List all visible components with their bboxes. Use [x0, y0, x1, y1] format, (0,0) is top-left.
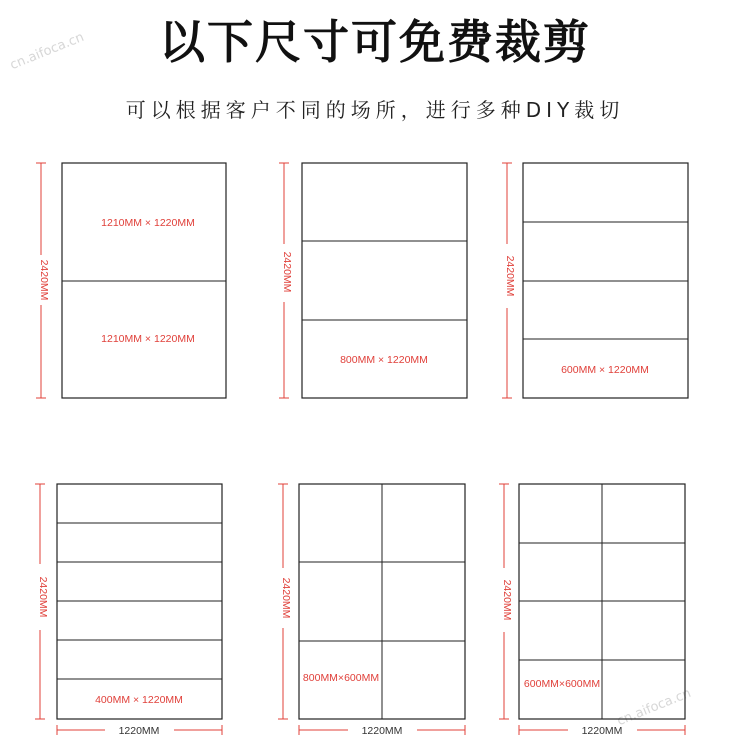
height-label: 2420MM [280, 577, 292, 619]
page-subtitle: 可以根据客户不同的场所，进行多种DIY裁切 [125, 98, 625, 122]
panel-5 [278, 484, 465, 737]
cut-size-label: 800MM × 1220MM [340, 354, 428, 366]
height-label: 2420MM [504, 255, 516, 297]
cut-size-label: 600MM × 1220MM [561, 364, 649, 376]
panel-1 [36, 163, 226, 398]
watermark-bottom-right: cn.aifoca.cn [615, 685, 694, 730]
panel-4 [35, 484, 222, 737]
cut-size-label: 1210MM × 1220MM [101, 217, 195, 229]
panel-3 [502, 163, 688, 398]
width-label: 1220MM [118, 725, 160, 737]
watermark-top-left: cn.aifoca.cn [8, 29, 87, 74]
height-label: 2420MM [281, 251, 293, 293]
width-label: 1220MM [581, 725, 623, 737]
height-label: 2420MM [501, 579, 513, 621]
height-label: 2420MM [38, 259, 50, 301]
page-title: 以下尺寸可免费裁剪 [159, 15, 591, 69]
width-label: 1220MM [361, 725, 403, 737]
panel-6 [499, 484, 685, 737]
panel-2 [279, 163, 467, 398]
height-label: 2420MM [37, 576, 49, 618]
cut-size-label: 400MM × 1220MM [95, 694, 183, 706]
cut-size-label-2: 1210MM × 1220MM [101, 333, 195, 345]
cut-size-label: 800MM×600MM [302, 672, 380, 684]
cut-size-label: 600MM×600MM [523, 678, 601, 690]
